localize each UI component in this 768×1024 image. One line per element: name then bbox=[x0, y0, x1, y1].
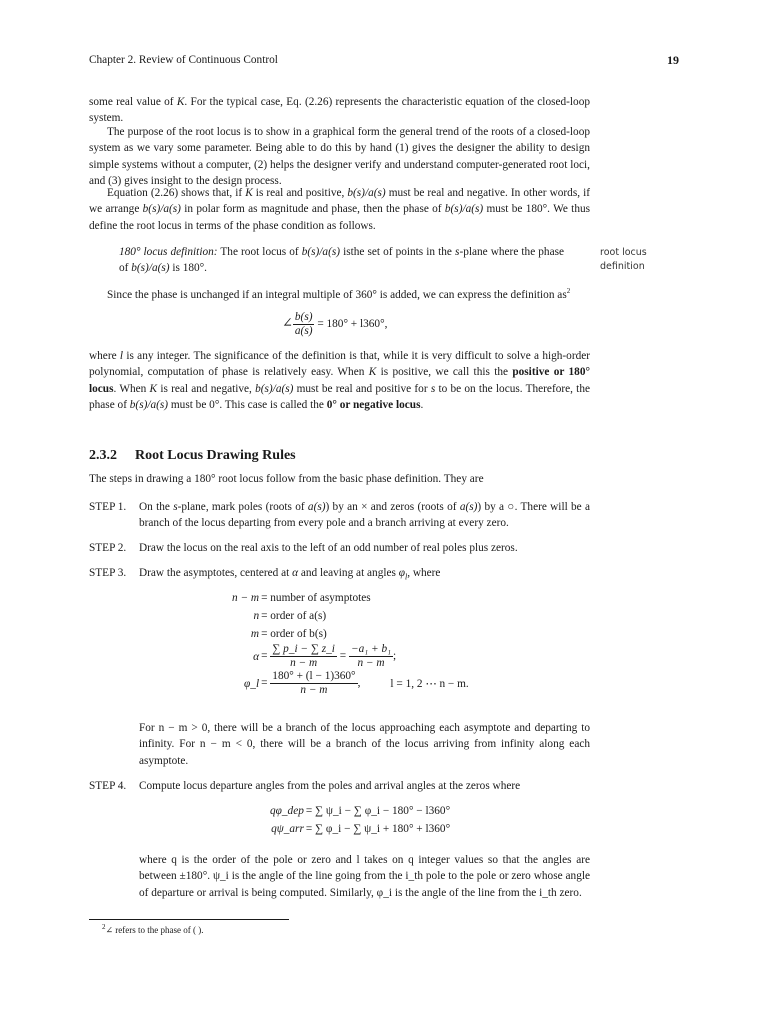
margin-note: root locus definition bbox=[600, 247, 647, 272]
step-1: STEP 1. On the s-plane, mark poles (roots of a(s)) by an × and zeros (roots of a(s)) by a ○. There will be a branch of the locus departing from every pole and a branch arriving at every zero. bbox=[89, 501, 590, 530]
eq-row: φ_l = $\frac{180^\circ + (l - 1)360^\circ}{n - m}$ , l = 1, 2 ⋯ n − m. bbox=[244, 670, 469, 697]
phase-equation: ∠ $\frac{b(s)}{a(s)}$ = 180° + l360°, bbox=[282, 311, 388, 337]
step-1-label: STEP 1. bbox=[89, 501, 127, 513]
step-3-label: STEP 3. bbox=[89, 567, 127, 579]
eq-row: qψ_arr = ∑ φ_i − ∑ ψ_i + 180° + l360° bbox=[271, 823, 451, 836]
step-2-label: STEP 2. bbox=[89, 542, 127, 554]
chapter-title: Chapter 2. Review of Continuous Control bbox=[89, 54, 278, 66]
section-number: 2.3.2 bbox=[89, 448, 117, 463]
page-number: 19 bbox=[667, 53, 679, 67]
angle-equations bbox=[270, 802, 450, 838]
step-2: STEP 2. Draw the locus on the real axis to the left of an odd number of real poles plus zeros. bbox=[89, 540, 590, 556]
paragraph-5: where l is any integer. The significance of the definition is that, while it is very difficult to solve a high-order polynomial, computation of phase is relatively easy. When K is positive, we call this the positive or 180° locus. When K is real and negative, b(s)/a(s) must be real and positive for s to be on the locus. Therefore, the phase of b(s)/a(s) must be 0°. This case is called the 0° or negative locus. bbox=[89, 350, 591, 412]
eq-row: n − m = number of asymptotes bbox=[232, 592, 371, 604]
eq-row: m = order of b(s) bbox=[250, 628, 327, 641]
step-4-note: where q is the order of the pole or zero and l takes on q integer values so that the angles are between ±180°. ψ_i is the angle of the line going from the i_th pole to the pole or zero whose angle of departure or arrival is being computed. Similarly, φ_i is the angle of the line from the i_th zero. bbox=[139, 854, 590, 899]
section-heading bbox=[89, 446, 296, 466]
running-header bbox=[89, 52, 679, 68]
eq-row: qφ_dep = ∑ ψ_i − ∑ φ_i − 180° − l360° bbox=[270, 805, 451, 817]
asymptote-equations bbox=[232, 589, 469, 697]
section-title: Root Locus Drawing Rules bbox=[135, 448, 296, 463]
step-4-label: STEP 4. bbox=[89, 780, 127, 792]
eq-row: α = $\frac{\sum p\_i - \sum z\_i}{n - m}$ = $\frac{\text{−a₁ + b₁}}{n - m}$ ; bbox=[253, 643, 397, 670]
footnote: $^2$∠ refers to the phase of ( ). bbox=[102, 923, 204, 935]
step-3-note: For n − m > 0, there will be a branch of the locus approaching each asymptote and departing to infinity. For n − m < 0, there will be a branch of the locus arriving from infinity along each asymptote. bbox=[139, 722, 590, 767]
paragraph-3: Equation (2.26) shows that, if K is real and positive, b(s)/a(s) must be real and negative. In other words, if we arrange b(s)/a(s) in polar form as magnitude and phase, then the phase of b(s)/a(s) must be 180°. We thus define the root locus in terms of the phase condition as follows. bbox=[89, 187, 591, 232]
step-3: STEP 3. Draw the asymptotes, centered at α and leaving at angles $\varphi_l$, where bbox=[89, 567, 441, 582]
paragraph-1: some real value of K. For the typical case, Eq. (2.26) represents the characteristic equation of the closed-loop system. bbox=[89, 96, 590, 125]
paragraph-2: The purpose of the root locus is to show in a graphical form the general trend of the roots of a closed-loop system as we vary some parameter. Being able to do this by hand (1) gives the designer the ability to design simple systems without a computer, (2) helps the designer verify and understand computer-generated root loci, and (3) gives insight to the design process. bbox=[89, 126, 590, 188]
step-4: STEP 4. Compute locus departure angles from the poles and arrival angles at the zeros where bbox=[89, 778, 590, 794]
footnote-mark: 2 bbox=[566, 287, 571, 295]
locus-definition: 180° locus definition: The root locus of b(s)/a(s) isthe set of points in the s-plane where the phase of b(s)/a(s) is 180°. bbox=[119, 246, 565, 275]
eq-row: n = order of a(s) bbox=[253, 610, 327, 623]
paragraph-6: The steps in drawing a 180° root locus follow from the basic phase definition. They are bbox=[89, 473, 484, 485]
paragraph-4: Since the phase is unchanged if an integral multiple of 360° is added, we can express the definition $as^2$ bbox=[107, 287, 571, 301]
footnote-rule bbox=[89, 919, 289, 920]
